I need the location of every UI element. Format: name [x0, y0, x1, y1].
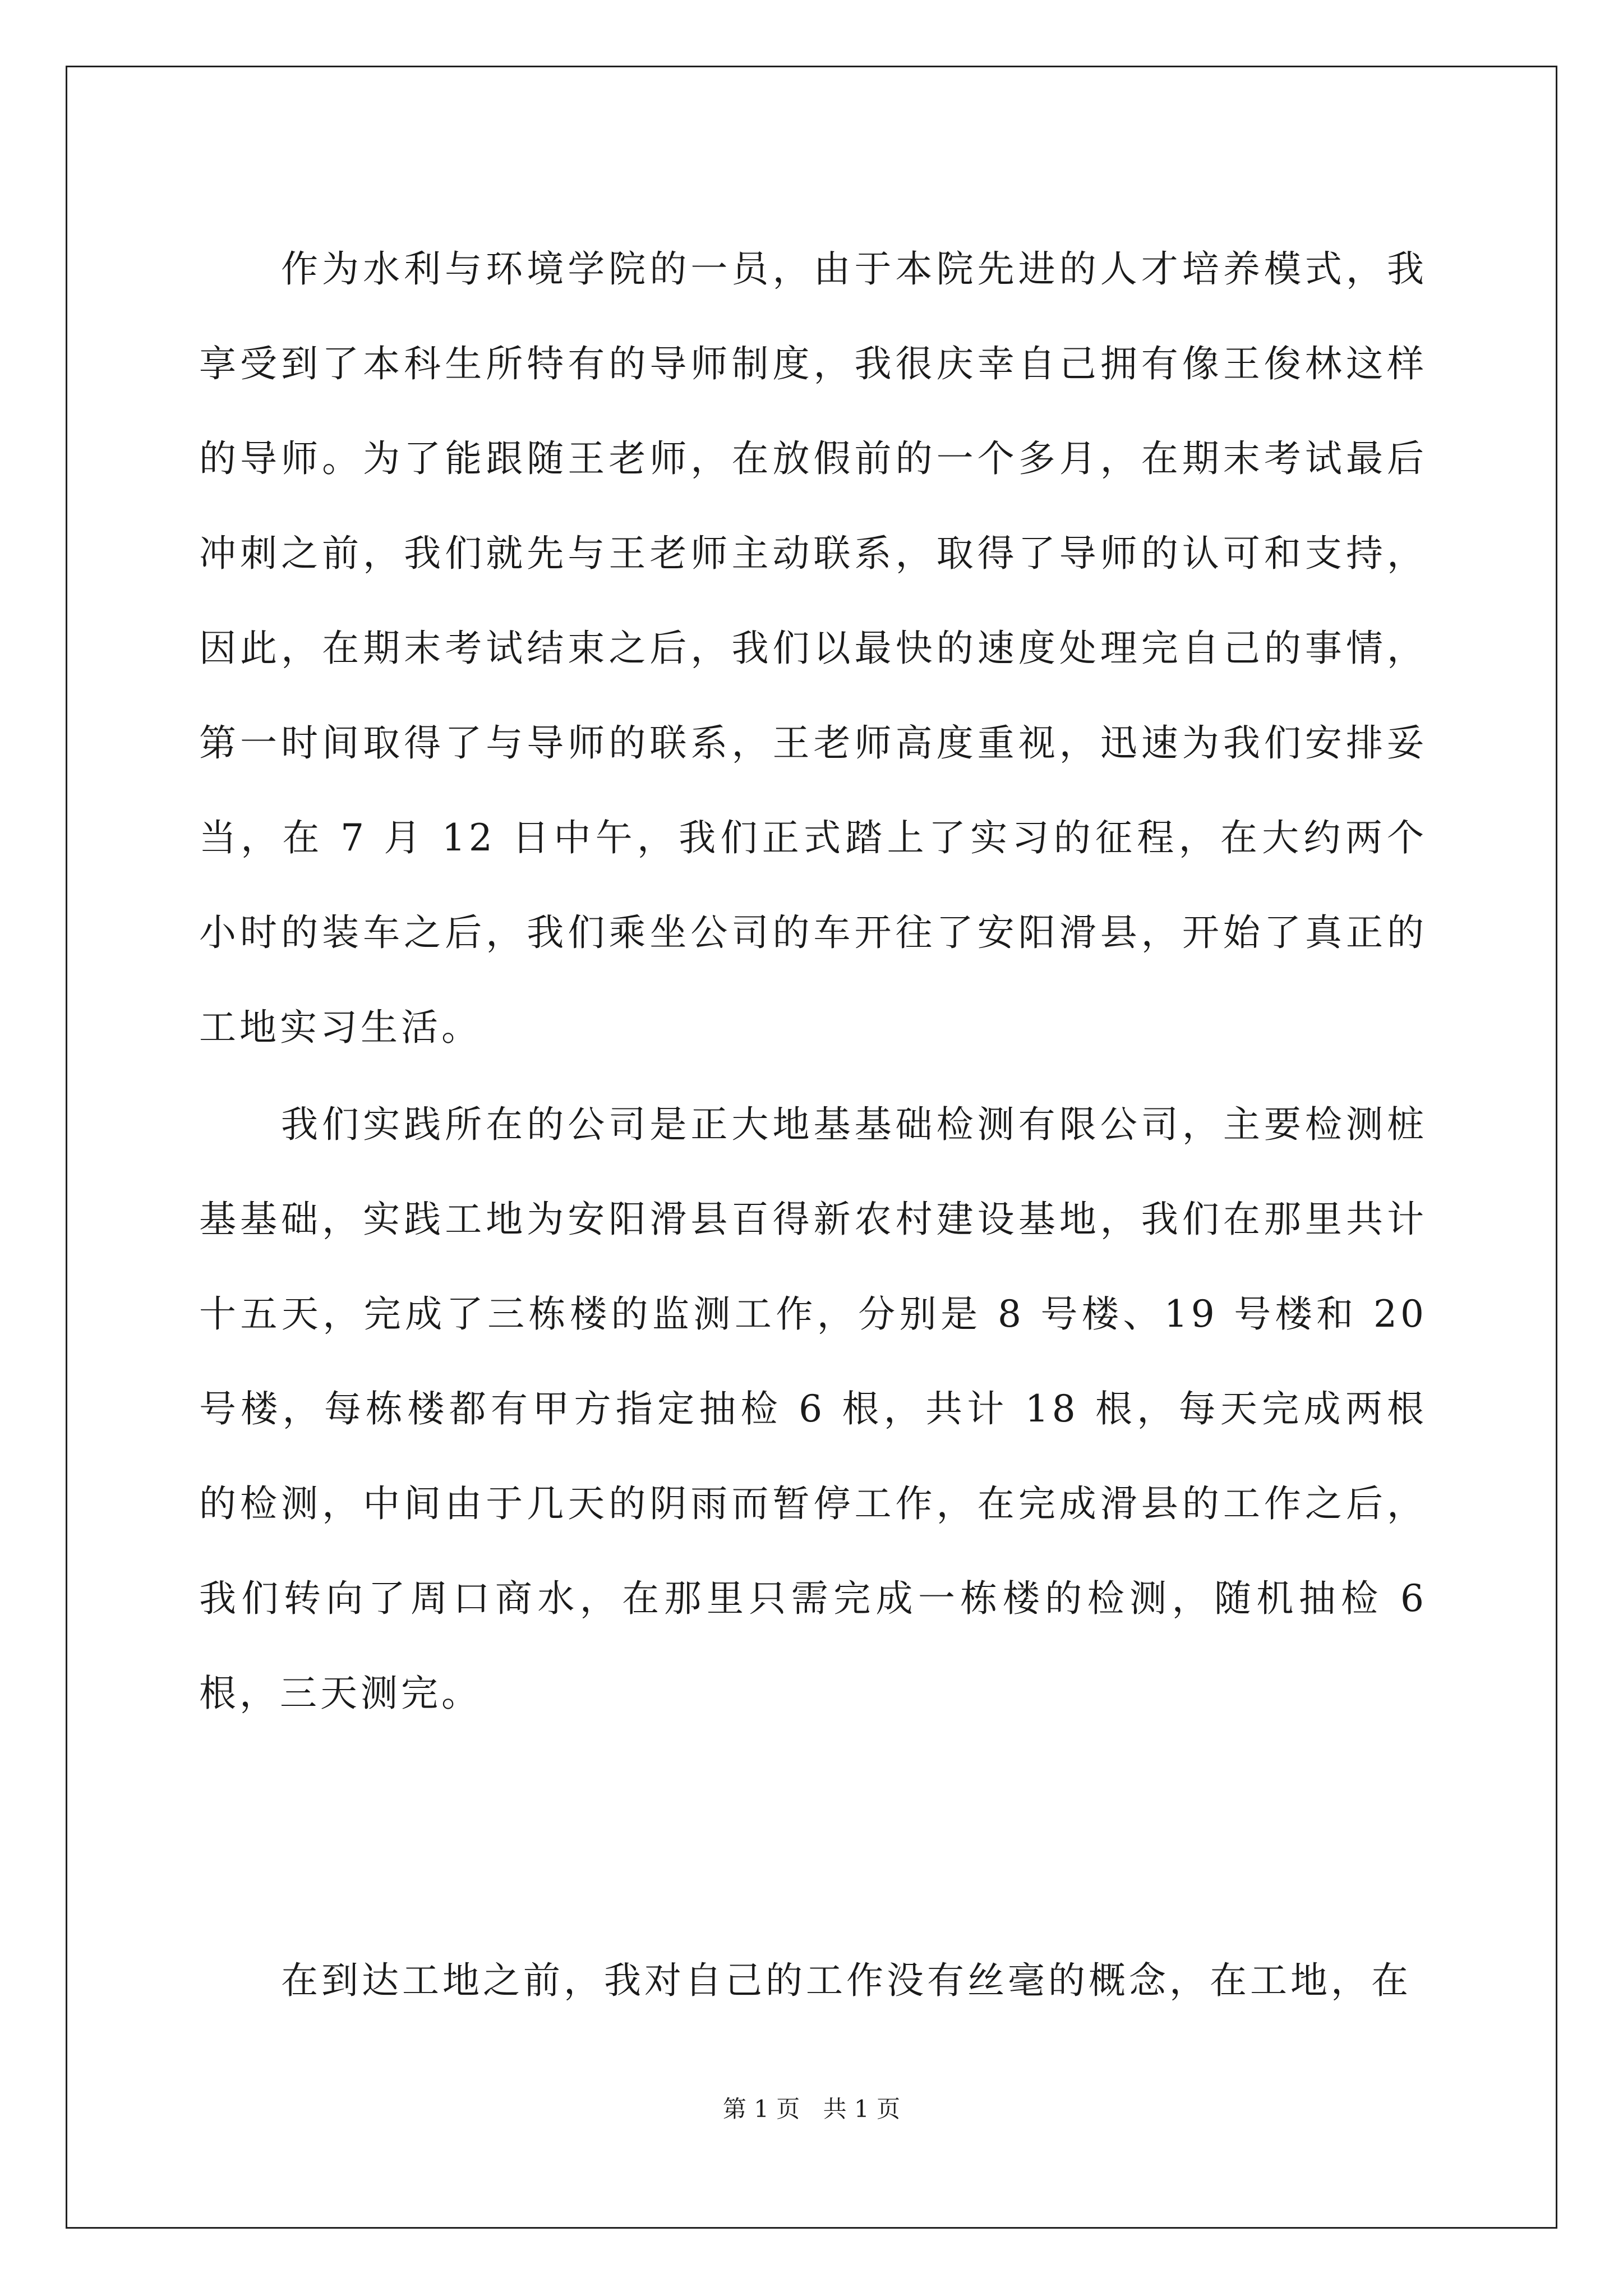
paragraph-3: 在到达工地之前，我对自己的工作没有丝毫的概念，在工地，在: [281, 1959, 1412, 2002]
document-body: [199, 222, 1427, 2028]
page-footer: [0, 2092, 1623, 2126]
paragraph-2: 我们实践所在的公司是正大地基基础检测有限公司，主要检测桩基基础，实践工地为安阳滑县百得新农村建设基地，我们在那里共计十五天，完成了三栋楼的监测工作，分别是 8 号楼、19 号楼和 20 号楼，每栋楼都有甲方指定抽检 6 根，共计 18 根，每天完成两根的检测，中间由于几天的阴雨而暂停工作，在完成滑县的工作之后，我们转向了周口商水，在那里只需完成一栋楼的检测，随机抽检 6 根，三天测完。: [199, 1103, 1427, 1715]
page-total: 共 1 页: [823, 2095, 901, 2123]
page-number: 第 1 页: [722, 2095, 800, 2123]
paragraph-1: 作为水利与环境学院的一员，由于本院先进的人才培养模式，我享受到了本科生所特有的导师制度，我很庆幸自己拥有像王俊林这样的导师。为了能跟随王老师，在放假前的一个多月，在期末考试最后冲刺之前，我们就先与王老师主动联系，取得了导师的认可和支持，因此，在期末考试结束之后，我们以最快的速度处理完自己的事情，第一时间取得了与导师的联系，王老师高度重视，迅速为我们安排妥当，在 7 月 12 日中午，我们正式踏上了实习的征程，在大约两个小时的装车之后，我们乘坐公司的车开往了安阳滑县，开始了真正的工地实习生活。: [199, 247, 1427, 1049]
